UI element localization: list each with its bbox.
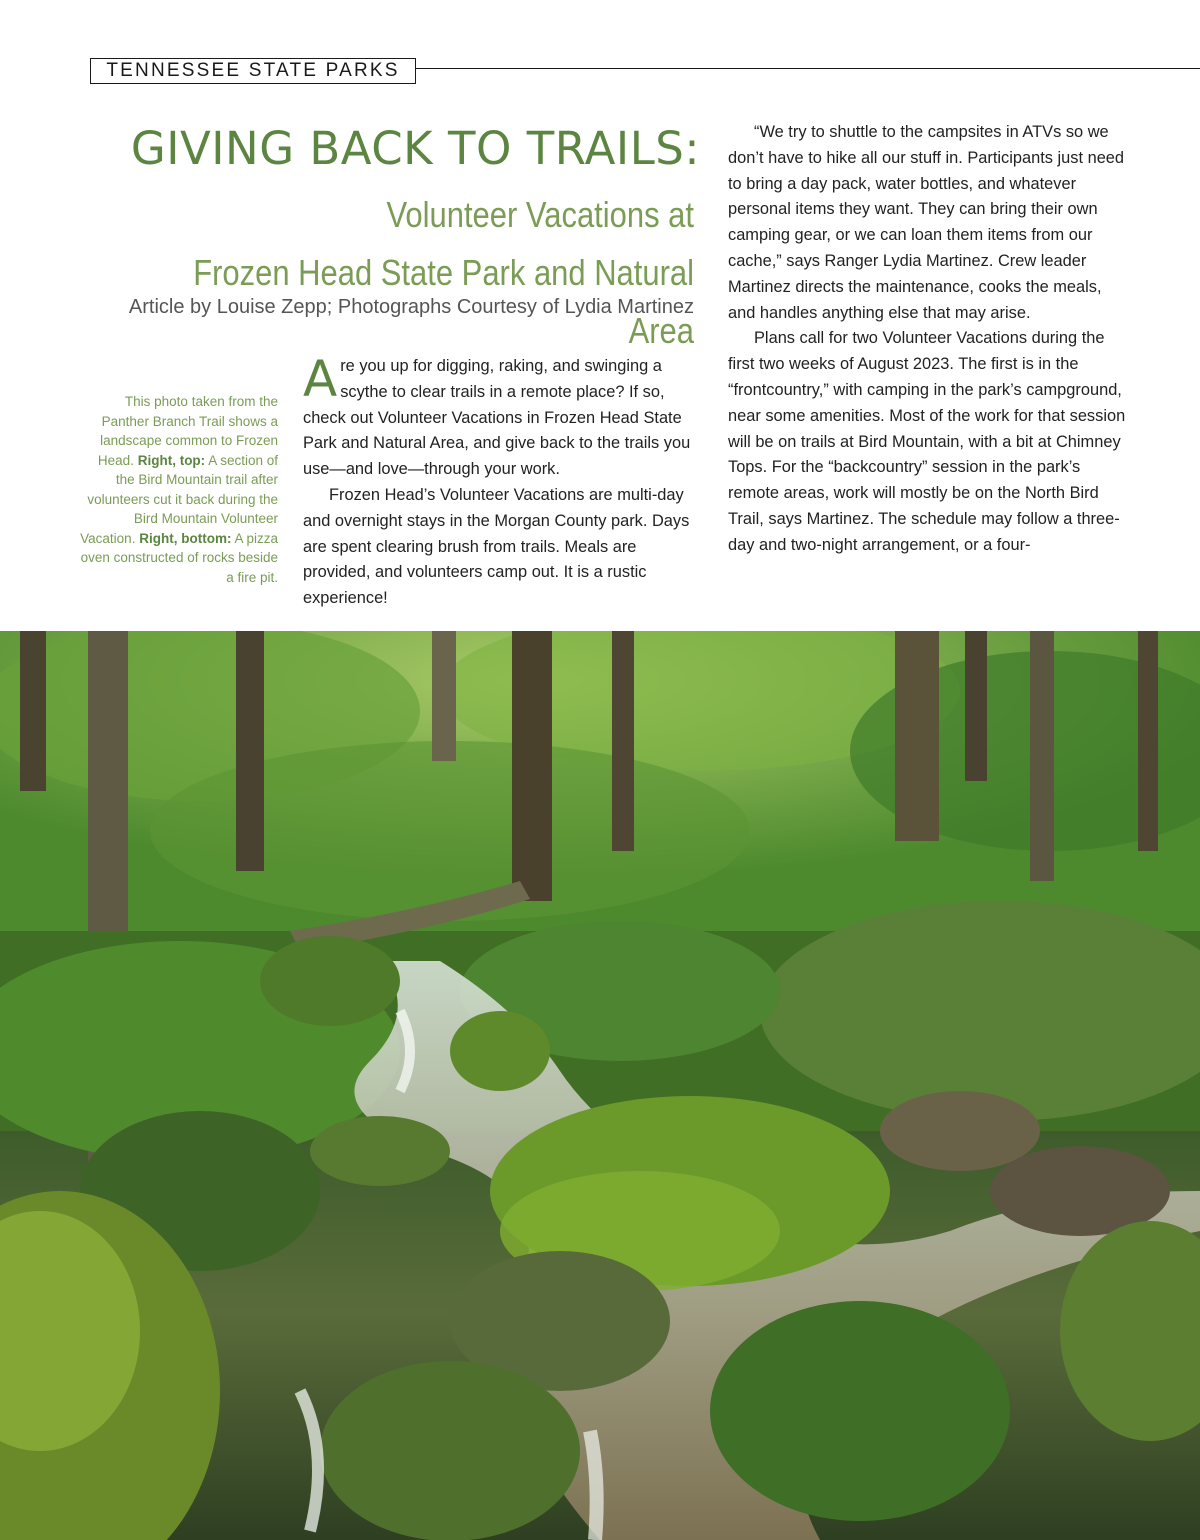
forest-stream-illustration: [0, 631, 1200, 1540]
section-rule: [416, 68, 1200, 69]
section-label: TENNESSEE STATE PARKS: [90, 58, 416, 84]
article-byline: Article by Louise Zepp; Photographs Courtesy of Lydia Martinez: [128, 296, 694, 318]
paragraph-1: [303, 350, 699, 483]
caption-label-right-bottom: Right, bottom:: [139, 530, 232, 546]
caption-part-2: A section of the Bird Mountain trail after volunteers cut it back during the Bird Mountain Volunteer Vacation.: [80, 452, 278, 546]
drop-cap: A: [303, 350, 338, 408]
caption-part-3: A pizza oven constructed of rocks beside a fire pit.: [80, 530, 278, 585]
article-title: GIVING BACK TO TRAILS:: [130, 122, 700, 175]
photo-caption: [80, 392, 278, 587]
caption-part-1: This photo taken from the Panther Branch Trail shows a landscape common to Frozen Head.: [97, 394, 278, 468]
subtitle-line-2: Frozen Head State Park and Natural Area: [193, 252, 694, 351]
paragraph-2: Frozen Head’s Volunteer Vacations are multi-day and overnight stays in the Morgan County park. Days are spent clearing brush from trails. Meals are provided, and volunteers camp out. It is a rustic experience!: [303, 485, 690, 608]
paragraph-3: “We try to shuttle to the campsites in ATVs so we don’t have to hike all our stuff in. Participants just need to bring a day pack, water bottles, and whatever personal items they want. They can bring their own camping gear, or we can loan them items from our cache,” says Ranger Lydia Martinez. Crew leader Martinez directs the maintenance, cooks the meals, and handles anything else that may arise.: [728, 123, 1125, 322]
paragraph-4: Plans call for two Volunteer Vacations during the first two weeks of August 2023. The first is in the “frontcountry,” with camping in the park’s campground, near some amenities. Most of the work for that session will be on trails at Bird Mountain, with a bit at Chimney Tops. For the “backcountry” session in the park’s remote areas, work will mostly be on the North Bird Trail, says Martinez. The schedule may follow a three-day and two-night arrangement, or a four-: [728, 329, 1126, 554]
article-column-1: [303, 350, 699, 612]
article-subtitle: [126, 186, 694, 360]
subtitle-line-1: Volunteer Vacations at: [386, 194, 694, 235]
caption-label-right-top: Right, top:: [137, 452, 206, 468]
forest-stream-photo: [0, 631, 1200, 1540]
paragraph-1-text: re you up for digging, raking, and swinging a scythe to clear trails in a remote place? If so, check out Volunteer Vacations in Frozen Head State Park and Natural Area, and give back to the trails you use—and love—through your work.: [303, 357, 691, 479]
article-column-2: [728, 120, 1126, 559]
